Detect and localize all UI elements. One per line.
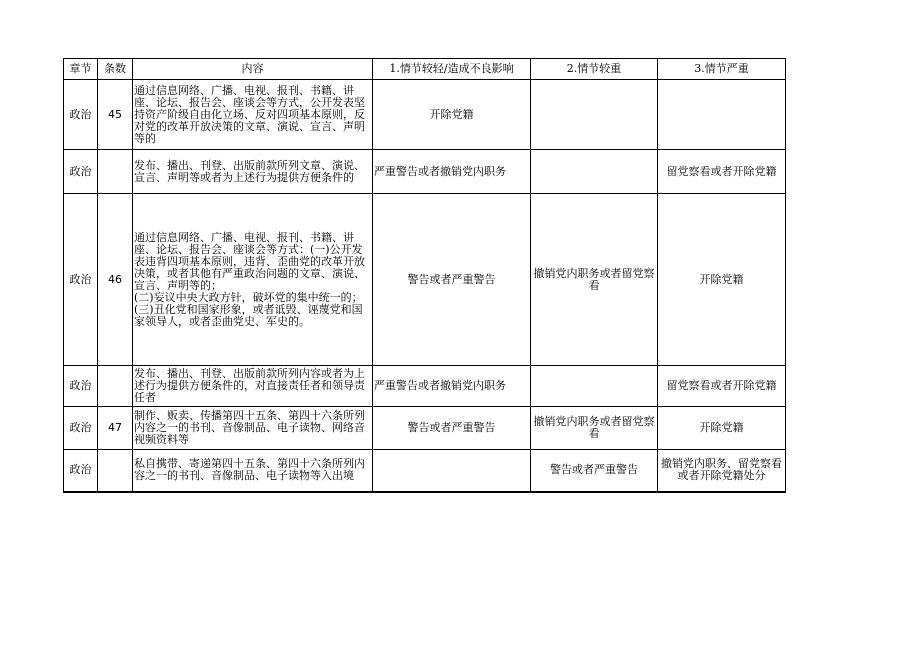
- content-cell[interactable]: 发布、播出、刊登、出版前款所列文章、演说、宣言、声明等或者为上述行为提供方便条件的: [133, 150, 373, 194]
- chapter-cell[interactable]: 政治: [64, 150, 98, 194]
- content-cell[interactable]: 通过信息网络、广播、电视、报刊、书籍、讲座、论坛、报告会、座谈会等方式：(一)公开发表违背四项基本原则，违背、歪曲党的改革开放决策，或者其他有严重政治问题的文章、演说、宣言、声明等的； (二)妄议中央大政方针，破坏党的集中统一的； (三)丑化党和国家形象，或者诋毁、诬蔑党和国家领导人，或者歪曲党史、军史的。: [133, 194, 373, 366]
- table-row: [64, 407, 786, 450]
- article-cell[interactable]: 47: [98, 407, 133, 450]
- level3-cell[interactable]: 撤销党内职务、留党察看或者开除党籍处分: [658, 450, 786, 492]
- table-row: [64, 194, 786, 366]
- level3-cell[interactable]: 开除党籍: [658, 194, 786, 366]
- table-row: [64, 150, 786, 194]
- level2-cell[interactable]: 撤销党内职务或者留党察看: [531, 194, 658, 366]
- level3-cell[interactable]: [658, 80, 786, 150]
- level3-cell[interactable]: 开除党籍: [658, 407, 786, 450]
- level2-cell[interactable]: 警告或者严重警告: [531, 450, 658, 492]
- table-row: [64, 366, 786, 407]
- chapter-cell[interactable]: 政治: [64, 366, 98, 407]
- article-cell[interactable]: [98, 150, 133, 194]
- header-chapter[interactable]: 章节: [64, 59, 98, 80]
- chapter-cell[interactable]: 政治: [64, 407, 98, 450]
- header-content[interactable]: 内容: [133, 59, 373, 80]
- header-level1[interactable]: 1.情节较轻/造成不良影响: [373, 59, 531, 80]
- level2-cell[interactable]: [531, 150, 658, 194]
- header-row: [64, 59, 786, 80]
- level1-cell[interactable]: 警告或者严重警告: [373, 194, 531, 366]
- content-cell[interactable]: 私自携带、寄递第四十五条、第四十六条所列内容之一的书刊、音像制品、电子读物等入出境: [133, 450, 373, 492]
- chapter-cell[interactable]: 政治: [64, 450, 98, 492]
- level2-cell[interactable]: [531, 366, 658, 407]
- level1-cell[interactable]: 警告或者严重警告: [373, 407, 531, 450]
- article-cell[interactable]: [98, 450, 133, 492]
- chapter-cell[interactable]: 政治: [64, 194, 98, 366]
- content-cell[interactable]: 制作、贩卖、传播第四十五条、第四十六条所列内容之一的书刊、音像制品、电子读物、网络音视频资料等: [133, 407, 373, 450]
- table-row: [64, 80, 786, 150]
- level3-cell[interactable]: 留党察看或者开除党籍: [658, 366, 786, 407]
- level2-cell[interactable]: 撤销党内职务或者留党察看: [531, 407, 658, 450]
- article-cell[interactable]: 45: [98, 80, 133, 150]
- level1-cell[interactable]: 开除党籍: [373, 80, 531, 150]
- table-row: [64, 450, 786, 492]
- level2-cell[interactable]: [531, 80, 658, 150]
- header-article[interactable]: 条数: [98, 59, 133, 80]
- discipline-table: [63, 58, 786, 493]
- level1-cell[interactable]: 严重警告或者撤销党内职务: [373, 366, 531, 407]
- level1-cell[interactable]: 严重警告或者撤销党内职务: [373, 150, 531, 194]
- article-cell[interactable]: [98, 366, 133, 407]
- article-cell[interactable]: 46: [98, 194, 133, 366]
- header-level2[interactable]: 2.情节较重: [531, 59, 658, 80]
- chapter-cell[interactable]: 政治: [64, 80, 98, 150]
- content-cell[interactable]: 发布、播出、刊登、出版前款所列内容或者为上述行为提供方便条件的，对直接责任者和领导责任者: [133, 366, 373, 407]
- level1-cell[interactable]: [373, 450, 531, 492]
- content-cell[interactable]: 通过信息网络、广播、电视、报刊、书籍、讲座、论坛、报告会、座谈会等方式，公开发表坚持资产阶级自由化立场、反对四项基本原则，反对党的改革开放决策的文章、演说、宣言、声明等的: [133, 80, 373, 150]
- level3-cell[interactable]: 留党察看或者开除党籍: [658, 150, 786, 194]
- header-level3[interactable]: 3.情节严重: [658, 59, 786, 80]
